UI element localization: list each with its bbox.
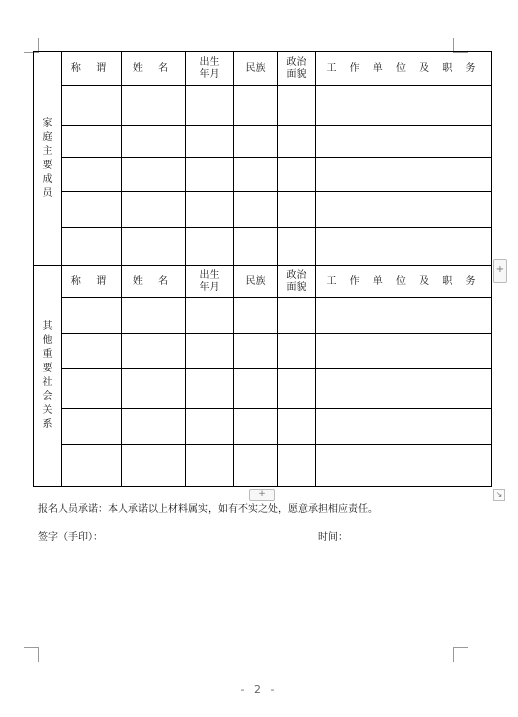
table-cell[interactable] bbox=[62, 158, 122, 192]
table-cell[interactable] bbox=[316, 369, 492, 409]
table-cell[interactable] bbox=[62, 228, 122, 266]
add-row-handle[interactable]: + bbox=[249, 489, 275, 501]
header-title: 称 谓 bbox=[62, 52, 122, 86]
table-cell[interactable] bbox=[62, 409, 122, 445]
time-label: 时间： bbox=[318, 532, 348, 543]
header-employer-position: 工 作 单 位 及 职 务 bbox=[316, 266, 492, 298]
header-name: 姓 名 bbox=[122, 52, 186, 86]
header-political-status: 政治 面貌 bbox=[278, 266, 316, 298]
table-cell[interactable] bbox=[186, 445, 234, 487]
table-row bbox=[34, 369, 492, 409]
table-cell[interactable] bbox=[234, 192, 278, 228]
table-cell[interactable] bbox=[122, 192, 186, 228]
header-birth: 出生 年月 bbox=[186, 52, 234, 86]
table-resize-handle[interactable]: ↘ bbox=[493, 489, 505, 501]
table-cell[interactable] bbox=[122, 334, 186, 369]
table-row bbox=[34, 409, 492, 445]
table-cell[interactable] bbox=[234, 228, 278, 266]
social-section-label-cell bbox=[34, 266, 62, 487]
header-name: 姓 名 bbox=[122, 266, 186, 298]
family-header-row bbox=[34, 52, 492, 86]
header-birth: 出生 年月 bbox=[186, 266, 234, 298]
crop-mark-bottom-left bbox=[24, 647, 39, 662]
table-row bbox=[34, 192, 492, 228]
table-cell[interactable] bbox=[122, 228, 186, 266]
table-cell[interactable] bbox=[316, 126, 492, 158]
table-cell[interactable] bbox=[62, 445, 122, 487]
signature-label: 签字（手印）： bbox=[38, 532, 103, 543]
table-cell[interactable] bbox=[278, 409, 316, 445]
table-cell[interactable] bbox=[62, 298, 122, 334]
table-cell[interactable] bbox=[186, 126, 234, 158]
table-cell[interactable] bbox=[278, 298, 316, 334]
table-cell[interactable] bbox=[234, 445, 278, 487]
crop-mark-bottom-right bbox=[453, 647, 468, 662]
table-cell[interactable] bbox=[122, 158, 186, 192]
table-cell[interactable] bbox=[122, 445, 186, 487]
table-cell[interactable] bbox=[278, 86, 316, 126]
table-cell[interactable] bbox=[316, 334, 492, 369]
family-section-label-cell bbox=[34, 52, 62, 266]
table-row bbox=[34, 445, 492, 487]
table-cell[interactable] bbox=[186, 409, 234, 445]
table-row bbox=[34, 228, 492, 266]
table-cell[interactable] bbox=[186, 228, 234, 266]
relations-table bbox=[33, 51, 492, 487]
header-ethnicity: 民族 bbox=[234, 266, 278, 298]
table-row bbox=[34, 158, 492, 192]
table-cell[interactable] bbox=[234, 409, 278, 445]
table-cell[interactable] bbox=[278, 126, 316, 158]
header-political-status: 政治 面貌 bbox=[278, 52, 316, 86]
table-cell[interactable] bbox=[234, 126, 278, 158]
table-cell[interactable] bbox=[62, 334, 122, 369]
table-cell[interactable] bbox=[122, 86, 186, 126]
table-cell[interactable] bbox=[122, 298, 186, 334]
table-cell[interactable] bbox=[186, 334, 234, 369]
table-cell[interactable] bbox=[278, 158, 316, 192]
header-ethnicity: 民族 bbox=[234, 52, 278, 86]
table-row bbox=[34, 86, 492, 126]
table-cell[interactable] bbox=[186, 192, 234, 228]
table-cell[interactable] bbox=[316, 192, 492, 228]
table-cell[interactable] bbox=[316, 228, 492, 266]
table-cell[interactable] bbox=[122, 409, 186, 445]
table-cell[interactable] bbox=[278, 228, 316, 266]
table-cell[interactable] bbox=[186, 298, 234, 334]
table-cell[interactable] bbox=[122, 126, 186, 158]
table-cell[interactable] bbox=[316, 298, 492, 334]
table-cell[interactable] bbox=[234, 158, 278, 192]
table-cell[interactable] bbox=[278, 445, 316, 487]
table-cell[interactable] bbox=[316, 445, 492, 487]
page-number: - 2 - bbox=[240, 683, 278, 696]
header-title: 称 谓 bbox=[62, 266, 122, 298]
table-row bbox=[34, 126, 492, 158]
table-cell[interactable] bbox=[234, 86, 278, 126]
table-cell[interactable] bbox=[62, 369, 122, 409]
table-cell[interactable] bbox=[186, 86, 234, 126]
header-employer-position: 工 作 单 位 及 职 务 bbox=[316, 52, 492, 86]
table-cell[interactable] bbox=[186, 369, 234, 409]
table-cell[interactable] bbox=[122, 369, 186, 409]
table-cell[interactable] bbox=[234, 298, 278, 334]
social-header-row bbox=[34, 266, 492, 298]
table-cell[interactable] bbox=[316, 158, 492, 192]
table-cell[interactable] bbox=[278, 192, 316, 228]
table-row bbox=[34, 334, 492, 369]
table-row bbox=[34, 298, 492, 334]
table-cell[interactable] bbox=[234, 334, 278, 369]
table-cell[interactable] bbox=[278, 369, 316, 409]
add-column-handle[interactable]: + bbox=[493, 259, 507, 283]
table-cell[interactable] bbox=[278, 334, 316, 369]
table-cell[interactable] bbox=[62, 192, 122, 228]
table-cell[interactable] bbox=[62, 86, 122, 126]
table-cell[interactable] bbox=[316, 86, 492, 126]
family-section-label: 家庭主要成员 bbox=[42, 117, 53, 199]
table-cell[interactable] bbox=[186, 158, 234, 192]
table-cell[interactable] bbox=[316, 409, 492, 445]
table-cell[interactable] bbox=[234, 369, 278, 409]
table-cell[interactable] bbox=[62, 126, 122, 158]
commitment-statement: 报名人员承诺：本人承诺以上材料属实，如有不实之处，愿意承担相应责任。 bbox=[38, 504, 378, 515]
social-section-label: 其他重要社会关系 bbox=[42, 321, 53, 430]
